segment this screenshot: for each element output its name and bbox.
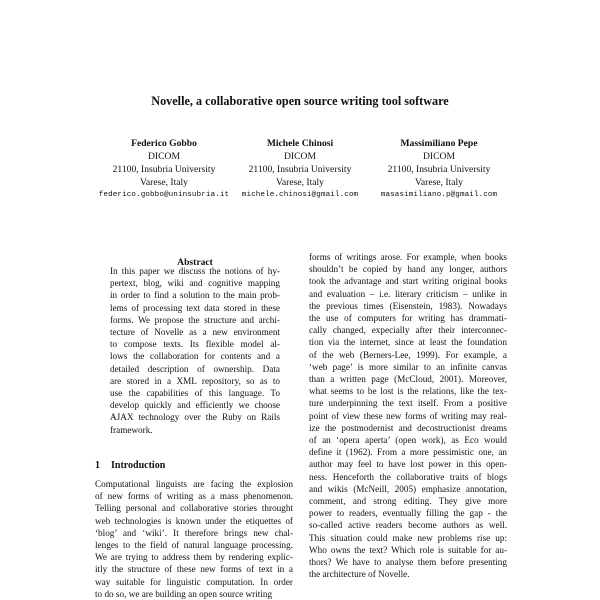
author-city: Varese, Italy bbox=[415, 177, 463, 188]
author-dept: DICOM bbox=[423, 151, 455, 162]
author-email: masasimiliano.p@gmail.com bbox=[380, 191, 498, 199]
section-title: Introduction bbox=[111, 460, 166, 471]
text-line: to do so, we are building an open source writing bbox=[95, 588, 273, 599]
text-line: ture underpinning the text itself. From a positive bbox=[309, 398, 507, 409]
text-line: Telling personal and collaborative stories throught bbox=[95, 503, 293, 514]
text-line: author may feel to have lost power in this open- bbox=[309, 459, 507, 470]
text-line: to compose texts. Its flexible model al- bbox=[110, 339, 280, 350]
text-line: tecture of Novelle as a new environment bbox=[110, 327, 280, 338]
text-line: than a written page (McCloud, 2001). Moreover, bbox=[309, 374, 507, 385]
introduction-body bbox=[95, 478, 293, 600]
author-email: federico.gobbo@uninsubria.it bbox=[98, 191, 230, 199]
text-line: pertext, blog, wiki and cognitive mapping bbox=[110, 278, 280, 289]
text-line: ness. Henceforth the collaborative traits of blogs bbox=[309, 471, 507, 482]
text-line: web technologies is known under the etiquettes of bbox=[95, 515, 293, 526]
text-line: thors? We have to analyse them before presenting bbox=[309, 557, 507, 568]
text-line: ize the postmodernist and decostructionist dreams bbox=[309, 422, 507, 433]
text-line: the previous times (Eisenstein, 1983). Nowadays bbox=[309, 300, 507, 311]
text-line: develop quickly and efficiently we choose bbox=[110, 400, 280, 411]
author-dept: DICOM bbox=[148, 151, 180, 162]
right-column-body bbox=[309, 251, 507, 580]
author-dept: DICOM bbox=[284, 151, 316, 162]
text-line: of an ‘opera aperta’ (open work), as Eco would bbox=[309, 435, 507, 446]
text-line: and wikis (McNeill, 2005) emphasize annotation, bbox=[309, 483, 507, 494]
text-line: what seems to be lost is the relations, like the tex- bbox=[309, 386, 507, 397]
text-line: itly the structure of these new forms of text in a bbox=[95, 564, 293, 575]
author-city: Varese, Italy bbox=[276, 177, 324, 188]
text-line: lenges to the field of natural language processing. bbox=[95, 540, 293, 551]
section-heading-introduction bbox=[95, 460, 165, 471]
text-line: are stored in a XML repository, so as to bbox=[110, 375, 280, 386]
text-line: cally changed, expecially after their interconnec- bbox=[309, 325, 507, 336]
author-address: 21100, Insubria University bbox=[112, 164, 216, 175]
text-line: of the web (Berners-Lee, 1999). For example, a bbox=[309, 349, 507, 360]
text-line: forms of writings arose. For example, when books bbox=[309, 252, 507, 262]
abstract-body bbox=[110, 265, 280, 436]
author-name: Michele Chinosi bbox=[266, 138, 334, 149]
text-line: Computational linguists are facing the explosion bbox=[95, 479, 293, 489]
author-email: michele.chinosi@gmail.com bbox=[241, 191, 359, 199]
author-address: 21100, Insubria University bbox=[248, 164, 352, 175]
author-name: Massimiliano Pepe bbox=[400, 138, 478, 149]
text-line: took the advantage and start writing original books bbox=[309, 276, 507, 287]
text-line: power to readers, eventually filling the gap - the bbox=[309, 508, 507, 519]
section-number: 1 bbox=[95, 460, 100, 471]
paper-title: Novelle, a collaborative open source writing tool software bbox=[151, 94, 449, 108]
text-line: lows the collaboration for contents and a bbox=[110, 351, 280, 362]
text-line: use the capabilities of this language. To bbox=[110, 388, 280, 399]
text-line: detailed description of ownership. Data bbox=[110, 363, 280, 374]
author-city: Varese, Italy bbox=[140, 177, 188, 188]
text-line: the use of computers for writing has drammati- bbox=[309, 313, 507, 324]
text-line: point of view these new forms of writing may real- bbox=[309, 410, 507, 421]
text-line: This situation could make new problems rise up: bbox=[309, 532, 507, 543]
text-line: ‘web page’ is more similar to an infinite canvas bbox=[309, 361, 507, 372]
author-name: Federico Gobbo bbox=[131, 138, 197, 149]
text-line: the architecture of Novelle. bbox=[309, 569, 410, 580]
text-line: In this paper we discuss the notions of hy- bbox=[110, 266, 280, 276]
text-line: and evaluation – i.e. literary criticism – unlike in bbox=[309, 288, 507, 299]
abstract-heading: Abstract bbox=[177, 257, 213, 268]
text-line: shouldn’t be copied by hand any longer, authors bbox=[309, 264, 507, 275]
text-line: lems of processing text data stored in these bbox=[110, 302, 280, 313]
author-block-3 bbox=[354, 137, 524, 202]
text-line: We are trying to address them by rendering explic- bbox=[95, 552, 293, 563]
text-line: comment, and strong editing. They give more bbox=[309, 496, 507, 507]
text-line: so-called active readers become authors as well. bbox=[309, 520, 507, 531]
text-line: in order to find a solution to the main prob- bbox=[110, 290, 280, 301]
text-line: define it (1962). From a more pessimistic one, an bbox=[309, 447, 507, 458]
text-line: of new forms of writing as a mass phenomenon. bbox=[95, 491, 293, 502]
text-line: Who owns the text? Which role is suitable for au- bbox=[309, 544, 507, 555]
text-line: ‘blog’ and ‘wiki’. It therefore brings new chal- bbox=[95, 527, 293, 538]
text-line: AJAX technology over the Ruby on Rails bbox=[110, 412, 280, 423]
author-address: 21100, Insubria University bbox=[387, 164, 491, 175]
text-line: way suitable for linguistic computation. In order bbox=[95, 576, 293, 587]
text-line: forms. We propose the structure and archi- bbox=[110, 314, 280, 325]
text-line: framework. bbox=[110, 424, 153, 435]
text-line: tion via the internet, since at least the foundation bbox=[309, 337, 507, 348]
